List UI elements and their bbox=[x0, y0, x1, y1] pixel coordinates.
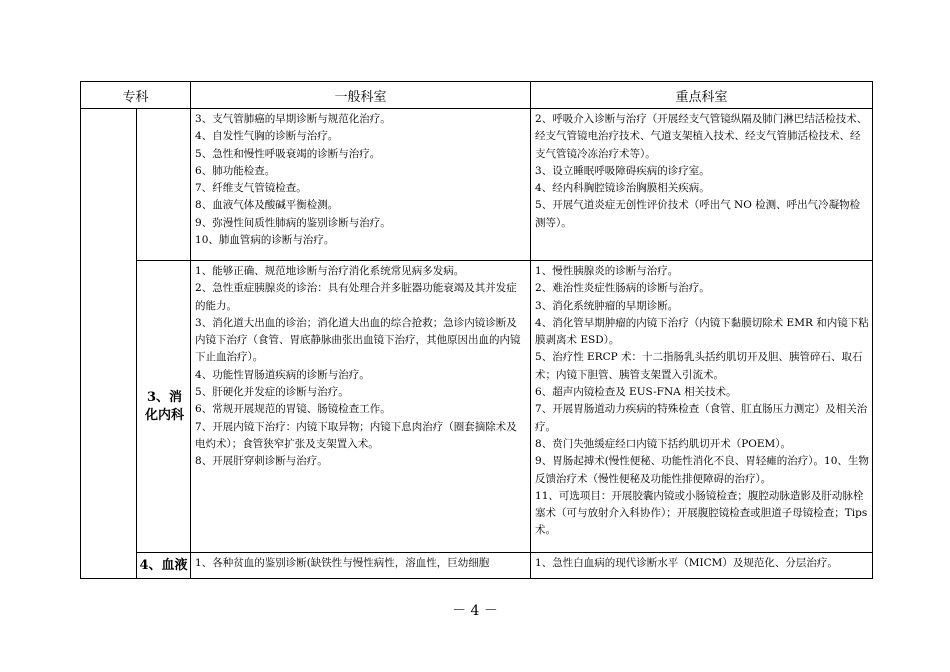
page-number: － 4 － bbox=[452, 603, 498, 619]
list-item: 3、设立睡眠呼吸障碍疾病的诊疗室。 bbox=[535, 164, 710, 177]
list-item: 3、消化系统肿瘤的早期诊断。 bbox=[535, 299, 679, 312]
list-item: 1、能够正确、规范地诊断与治疗消化系统常见病多发病。 bbox=[195, 265, 465, 277]
general-cell bbox=[191, 553, 531, 579]
list-item: 2、难治性炎症性肠病的诊断与治疗。 bbox=[535, 282, 710, 295]
list-item: 5、开展气道炎症无创性评价技术（呼出气 NO 检测、呼出气冷凝物检测等）。 bbox=[535, 199, 861, 229]
general-cell bbox=[191, 261, 531, 553]
list-item: 7、纤维支气管镜检查。 bbox=[195, 182, 307, 195]
list-item: 4、消化管早期肿瘤的内镜下治疗（内镜下黏膜切除术 EMR 和内镜下粘膜剥离术 ESD）。 bbox=[535, 316, 869, 347]
list-item: 7、开展内镜下治疗：内镜下取异物；内镜下息肉治疗（圈套摘除术及电灼术）；食管狭窄扩张及支架置入术。 bbox=[195, 420, 517, 450]
list-item: 8、开展肝穿刺诊断与治疗。 bbox=[195, 455, 328, 468]
specialty-cell: 3、消化内科 bbox=[137, 261, 191, 553]
list-item: 9、胃肠起搏术(慢性便秘、功能性消化不良、胃轻瘫的治疗）。10、生物反馈治疗术（慢性便秘及功能性排便障碍的治疗）。 bbox=[535, 455, 869, 485]
list-item: 5、急性和慢性呼吸衰竭的诊断与治疗。 bbox=[195, 147, 381, 160]
list-item: 5、肝硬化并发症的诊断与治疗。 bbox=[195, 386, 349, 399]
department-table bbox=[80, 81, 873, 579]
key-cell bbox=[531, 261, 873, 553]
table-row bbox=[81, 109, 873, 261]
list-item: 4、自发性气胸的诊断与治疗。 bbox=[195, 130, 339, 143]
list-item: 5、治疗性 ERCP 术：十二指肠乳头括约肌切开及胆、胰管碎石、取石术；内镜下胆管、胰管支架置入引流术。 bbox=[535, 351, 863, 381]
header-key-dept: 重点科室 bbox=[531, 82, 873, 109]
list-item: 8、血液气体及酸碱平衡检测。 bbox=[195, 199, 339, 212]
table-row bbox=[81, 553, 873, 579]
list-item: 7、开展胃肠道动力疾病的特殊检查（食管、肛直肠压力测定）及相关治疗。 bbox=[535, 403, 868, 433]
list-item: 3、消化道大出血的诊治；消化道大出血的综合抢救；急诊内镜诊断及内镜下治疗（食管、胃底静脉曲张出血镜下治疗，其他原因出血的内镜下止血治疗）。 bbox=[195, 316, 521, 364]
category-cell bbox=[81, 109, 137, 579]
list-item: 1、急性白血病的现代诊断水平（MICM）及规范化、分层治疗。 bbox=[535, 557, 838, 569]
specialty-cell: 4、血液 bbox=[137, 553, 191, 579]
specialty-cell bbox=[137, 109, 191, 261]
list-item: 2、呼吸介入诊断与治疗（开展经支气管镜纵隔及肺门淋巴结活检技术、经支气管镜电治疗技术、气道支架植入技术、经支气管肺活检技术、经支气管镜冷冻治疗术等）。 bbox=[535, 113, 868, 160]
list-item: 6、超声内镜检查及 EUS-FNA 相关技术。 bbox=[535, 386, 737, 399]
list-item: 6、肺功能检查。 bbox=[195, 164, 276, 177]
list-item: 11、可选项目：开展胶囊内镜或小肠镜检查；腹腔动脉造影及肝动脉栓塞术（可与放射介入科协作）；开展腹腔镜检查或胆道子母镜检查；Tips 术。 bbox=[535, 489, 868, 537]
list-item: 1、慢性胰腺炎的诊断与治疗。 bbox=[535, 265, 679, 277]
list-item: 3、支气管肺癌的早期诊断与规范化治疗。 bbox=[195, 113, 391, 125]
list-item: 10、肺血管病的诊断与治疗。 bbox=[195, 234, 335, 247]
header-specialty: 专科 bbox=[81, 82, 191, 109]
key-cell bbox=[531, 553, 873, 579]
list-item: 8、贲门失弛缓症经口内镜下括约肌切开术（POEM）。 bbox=[535, 437, 792, 450]
table-header-row bbox=[81, 82, 873, 109]
list-item: 1、各种贫血的鉴别诊断(缺铁性与慢性病性，溶血性，巨幼细胞 bbox=[195, 557, 490, 569]
key-cell bbox=[531, 109, 873, 261]
list-item: 9、弥漫性间质性肺病的鉴别诊断与治疗。 bbox=[195, 216, 391, 229]
list-item: 2、急性重症胰腺炎的诊治：具有处理合并多脏器功能衰竭及其并发症的能力。 bbox=[195, 282, 517, 312]
list-item: 6、常规开展规范的胃镜、肠镜检查工作。 bbox=[195, 403, 391, 416]
list-item: 4、经内科胸腔镜诊治胸膜相关疾病。 bbox=[535, 182, 710, 195]
general-cell bbox=[191, 109, 531, 261]
table-row bbox=[81, 261, 873, 553]
header-general-dept: 一般科室 bbox=[191, 82, 531, 109]
list-item: 4、功能性胃肠道疾病的诊断与治疗。 bbox=[195, 368, 370, 381]
